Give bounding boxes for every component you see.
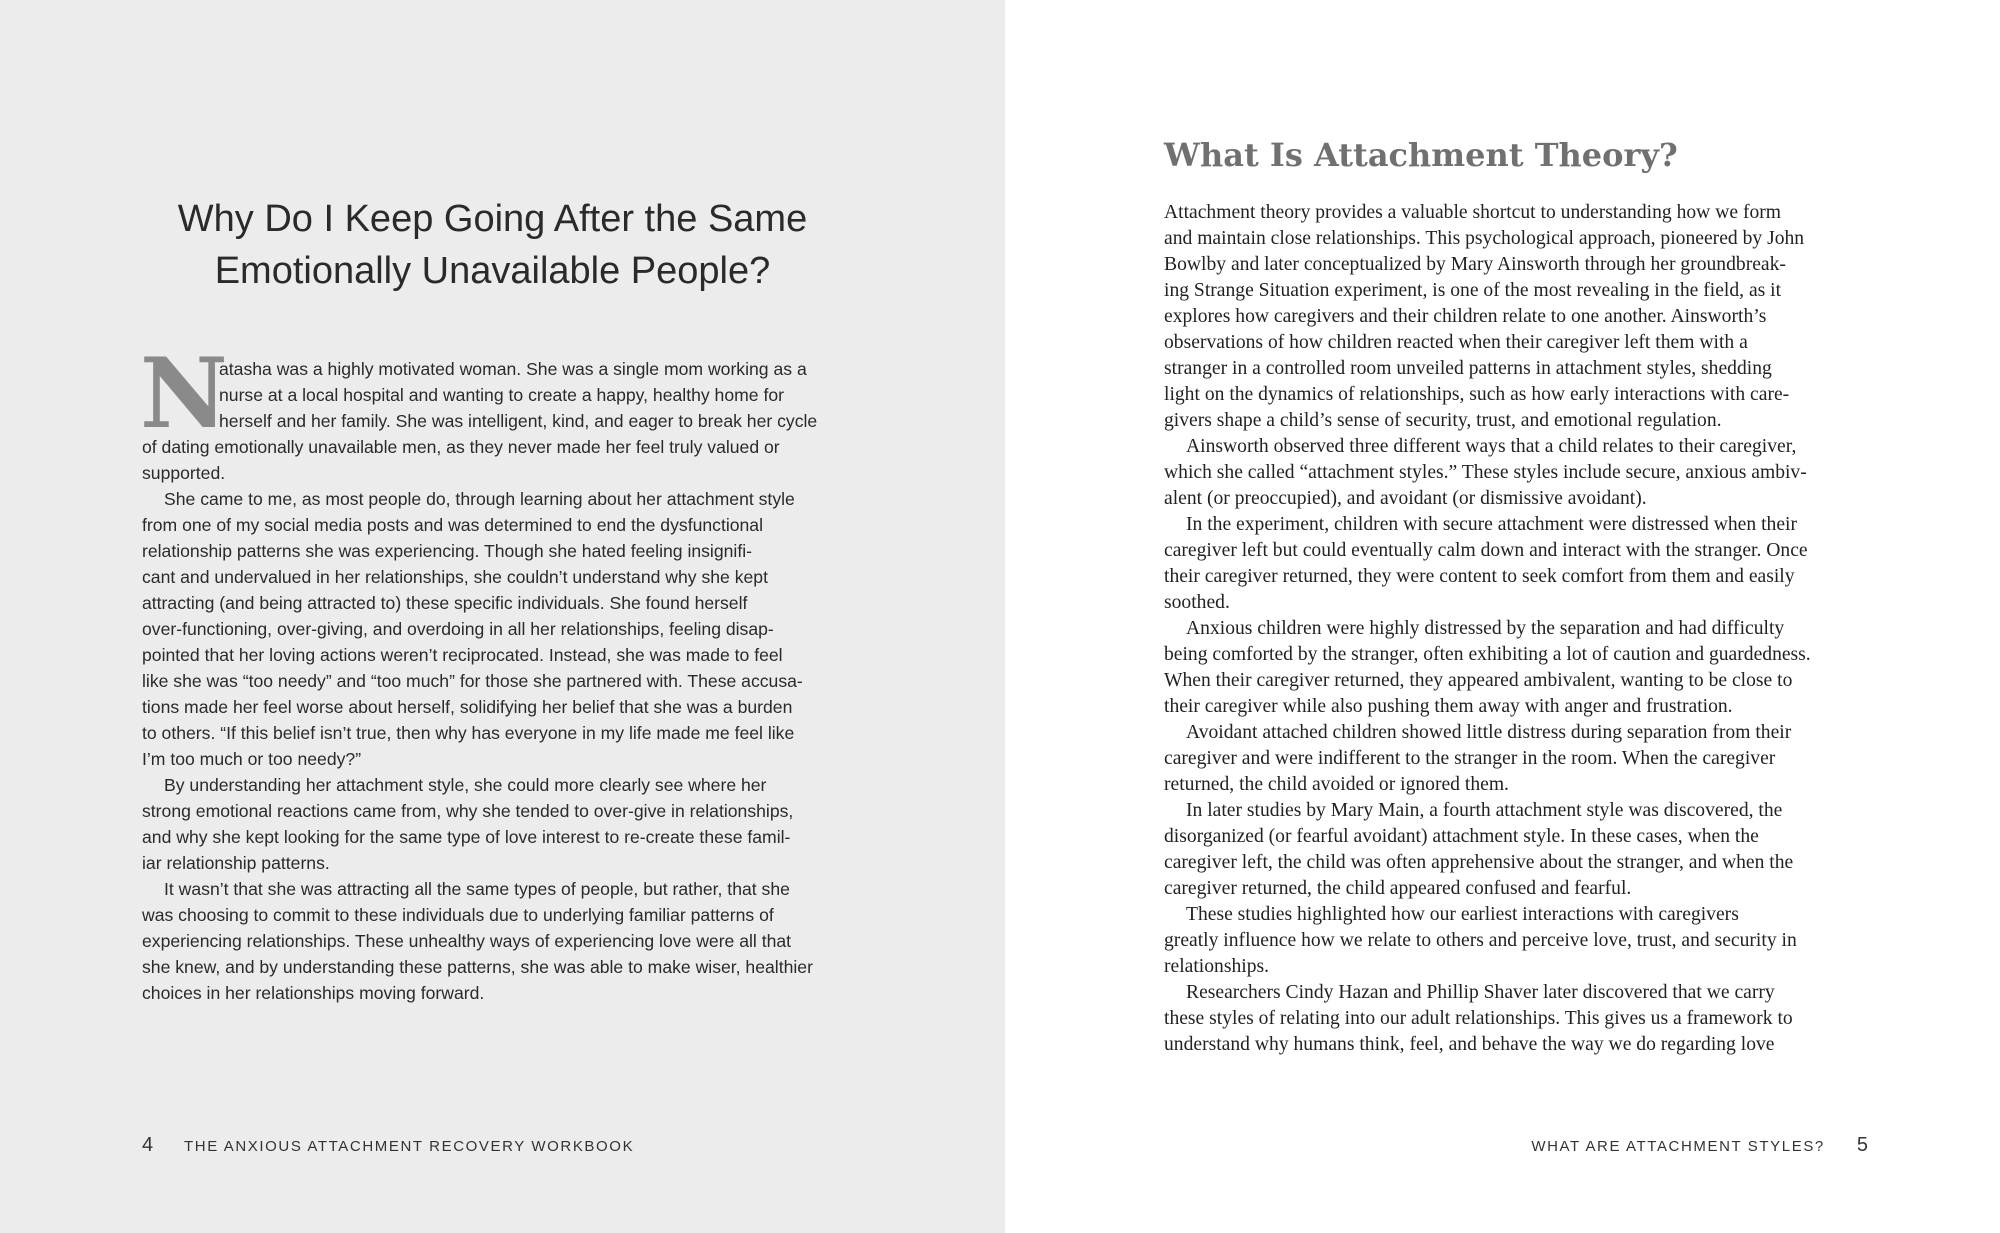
text-line: cant and undervalued in her relationships, she couldn’t understand why she kept <box>142 567 768 587</box>
text-line: like she was “too needy” and “too much” for those she partnered with. These accusa- <box>142 671 803 691</box>
text-line: over-functioning, over-giving, and overdoing in all her relationships, feeling disap- <box>142 619 774 639</box>
text-line: greatly influence how we relate to others and perceive love, trust, and security in <box>1164 930 1797 951</box>
text-line: herself and her family. She was intelligent, kind, and eager to break her cycle <box>219 411 818 431</box>
text-line: givers shape a child’s sense of security, trust, and emotional regulation. <box>1164 410 1722 431</box>
text-line: was choosing to commit to these individuals due to underlying familiar patterns of <box>142 905 774 925</box>
left-footer <box>142 1134 634 1157</box>
text-line: caregiver and were indifferent to the stranger in the room. When the caregiver <box>1164 748 1776 769</box>
text-line: strong emotional reactions came from, why she tended to over-give in relationships, <box>142 801 794 821</box>
text-line: to others. “If this belief isn’t true, then why has everyone in my life made me feel like <box>142 723 795 743</box>
page-number: 4 <box>142 1134 154 1156</box>
text-line: She came to me, as most people do, through learning about her attachment style <box>164 489 795 509</box>
text-line: relationships. <box>1164 956 1270 977</box>
text-line: their caregiver returned, they were content to seek comfort from them and easily <box>1164 566 1795 587</box>
text-line: caregiver left, the child was often apprehensive about the stranger, and when the <box>1164 852 1794 873</box>
text-line: nurse at a local hospital and wanting to create a happy, healthy home for <box>219 385 784 405</box>
text-line: Ainsworth observed three different ways that a child relates to their caregiver, <box>1186 436 1797 457</box>
chapter-title-line: Why Do I Keep Going After the Same <box>177 198 808 240</box>
chapter-title <box>120 193 865 297</box>
text-line: It wasn’t that she was attracting all the same types of people, but rather, that she <box>164 879 790 899</box>
text-line: and maintain close relationships. This psychological approach, pioneered by John <box>1164 228 1805 249</box>
text-line: supported. <box>142 463 226 483</box>
text-line: tions made her feel worse about herself, solidifying her belief that she was a burden <box>142 697 793 717</box>
text-line: disorganized (or fearful avoidant) attachment style. In these cases, when the <box>1164 826 1759 847</box>
text-line: stranger in a controlled room unveiled patterns in attachment styles, shedding <box>1164 358 1772 379</box>
page-number: 5 <box>1856 1134 1868 1156</box>
text-line: caregiver left but could eventually calm down and interact with the stranger. Once <box>1164 540 1808 561</box>
text-line: Attachment theory provides a valuable shortcut to understanding how we form <box>1164 202 1782 223</box>
text-line: Anxious children were highly distressed by the separation and had difficulty <box>1186 618 1785 639</box>
text-line: and why she kept looking for the same type of love interest to re-create these famil- <box>142 827 791 847</box>
text-line: experiencing relationships. These unhealthy ways of experiencing love were all that <box>142 931 792 951</box>
text-line: These studies highlighted how our earliest interactions with caregivers <box>1186 904 1739 925</box>
text-line: light on the dynamics of relationships, such as how early interactions with care- <box>1164 384 1790 405</box>
text-line: In the experiment, children with secure attachment were distressed when their <box>1186 514 1797 535</box>
running-head: THE ANXIOUS ATTACHMENT RECOVERY WORKBOOK <box>184 1138 635 1155</box>
text-line: By understanding her attachment style, she could more clearly see where her <box>164 775 767 795</box>
left-body-text <box>140 337 852 1006</box>
text-line: alent (or preoccupied), and avoidant (or dismissive avoidant). <box>1164 488 1647 509</box>
text-line: attracting (and being attracted to) these specific individuals. She found herself <box>142 593 748 613</box>
text-line: choices in her relationships moving forward. <box>142 983 485 1003</box>
section-heading: What Is Attachment Theory? <box>1164 136 1678 174</box>
running-head: WHAT ARE ATTACHMENT STYLES? <box>1531 1138 1825 1155</box>
right-body-text <box>1164 200 1884 1058</box>
text-line: caregiver returned, the child appeared confused and fearful. <box>1164 878 1632 899</box>
text-line: explores how caregivers and their children relate to one another. Ainsworth’s <box>1164 306 1767 327</box>
text-line: returned, the child avoided or ignored them. <box>1164 774 1509 795</box>
text-line: iar relationship patterns. <box>142 853 330 873</box>
chapter-title-line: Emotionally Unavailable People? <box>214 250 771 292</box>
drop-cap: N <box>140 337 228 450</box>
text-line: Avoidant attached children showed little distress during separation from their <box>1186 722 1792 743</box>
text-line: their caregiver while also pushing them away with anger and frustration. <box>1164 696 1733 717</box>
text-line: these styles of relating into our adult relationships. This gives us a framework to <box>1164 1008 1793 1029</box>
text-line: relationship patterns she was experiencing. Though she hated feeling insignifi- <box>142 541 752 561</box>
text-line: which she called “attachment styles.” These styles include secure, anxious ambiv- <box>1164 462 1807 483</box>
text-line: she knew, and by understanding these patterns, she was able to make wiser, healthier <box>142 957 813 977</box>
text-line: of dating emotionally unavailable men, as they never made her feel truly valued or <box>142 437 780 457</box>
text-line: from one of my social media posts and was determined to end the dysfunctional <box>142 515 764 535</box>
text-line: In later studies by Mary Main, a fourth attachment style was discovered, the <box>1186 800 1783 821</box>
text-line: observations of how children reacted when their caregiver left them with a <box>1164 332 1748 353</box>
text-line: ing Strange Situation experiment, is one of the most revealing in the field, as it <box>1164 280 1782 301</box>
text-line: When their caregiver returned, they appeared ambivalent, wanting to be close to <box>1164 670 1793 691</box>
text-line: understand why humans think, feel, and behave the way we do regarding love <box>1164 1034 1775 1055</box>
text-line: soothed. <box>1164 592 1230 613</box>
text-line: atasha was a highly motivated woman. She was a single mom working as a <box>219 359 807 379</box>
right-footer <box>1531 1134 1868 1157</box>
text-line: Bowlby and later conceptualized by Mary Ainsworth through her groundbreak- <box>1164 254 1786 275</box>
text-line: Researchers Cindy Hazan and Phillip Shaver later discovered that we carry <box>1186 982 1775 1003</box>
text-line: pointed that her loving actions weren’t reciprocated. Instead, she was made to feel <box>142 645 783 665</box>
text-line: being comforted by the stranger, often exhibiting a lot of caution and guardedness. <box>1164 644 1811 665</box>
text-line: I’m too much or too needy?” <box>142 749 362 769</box>
